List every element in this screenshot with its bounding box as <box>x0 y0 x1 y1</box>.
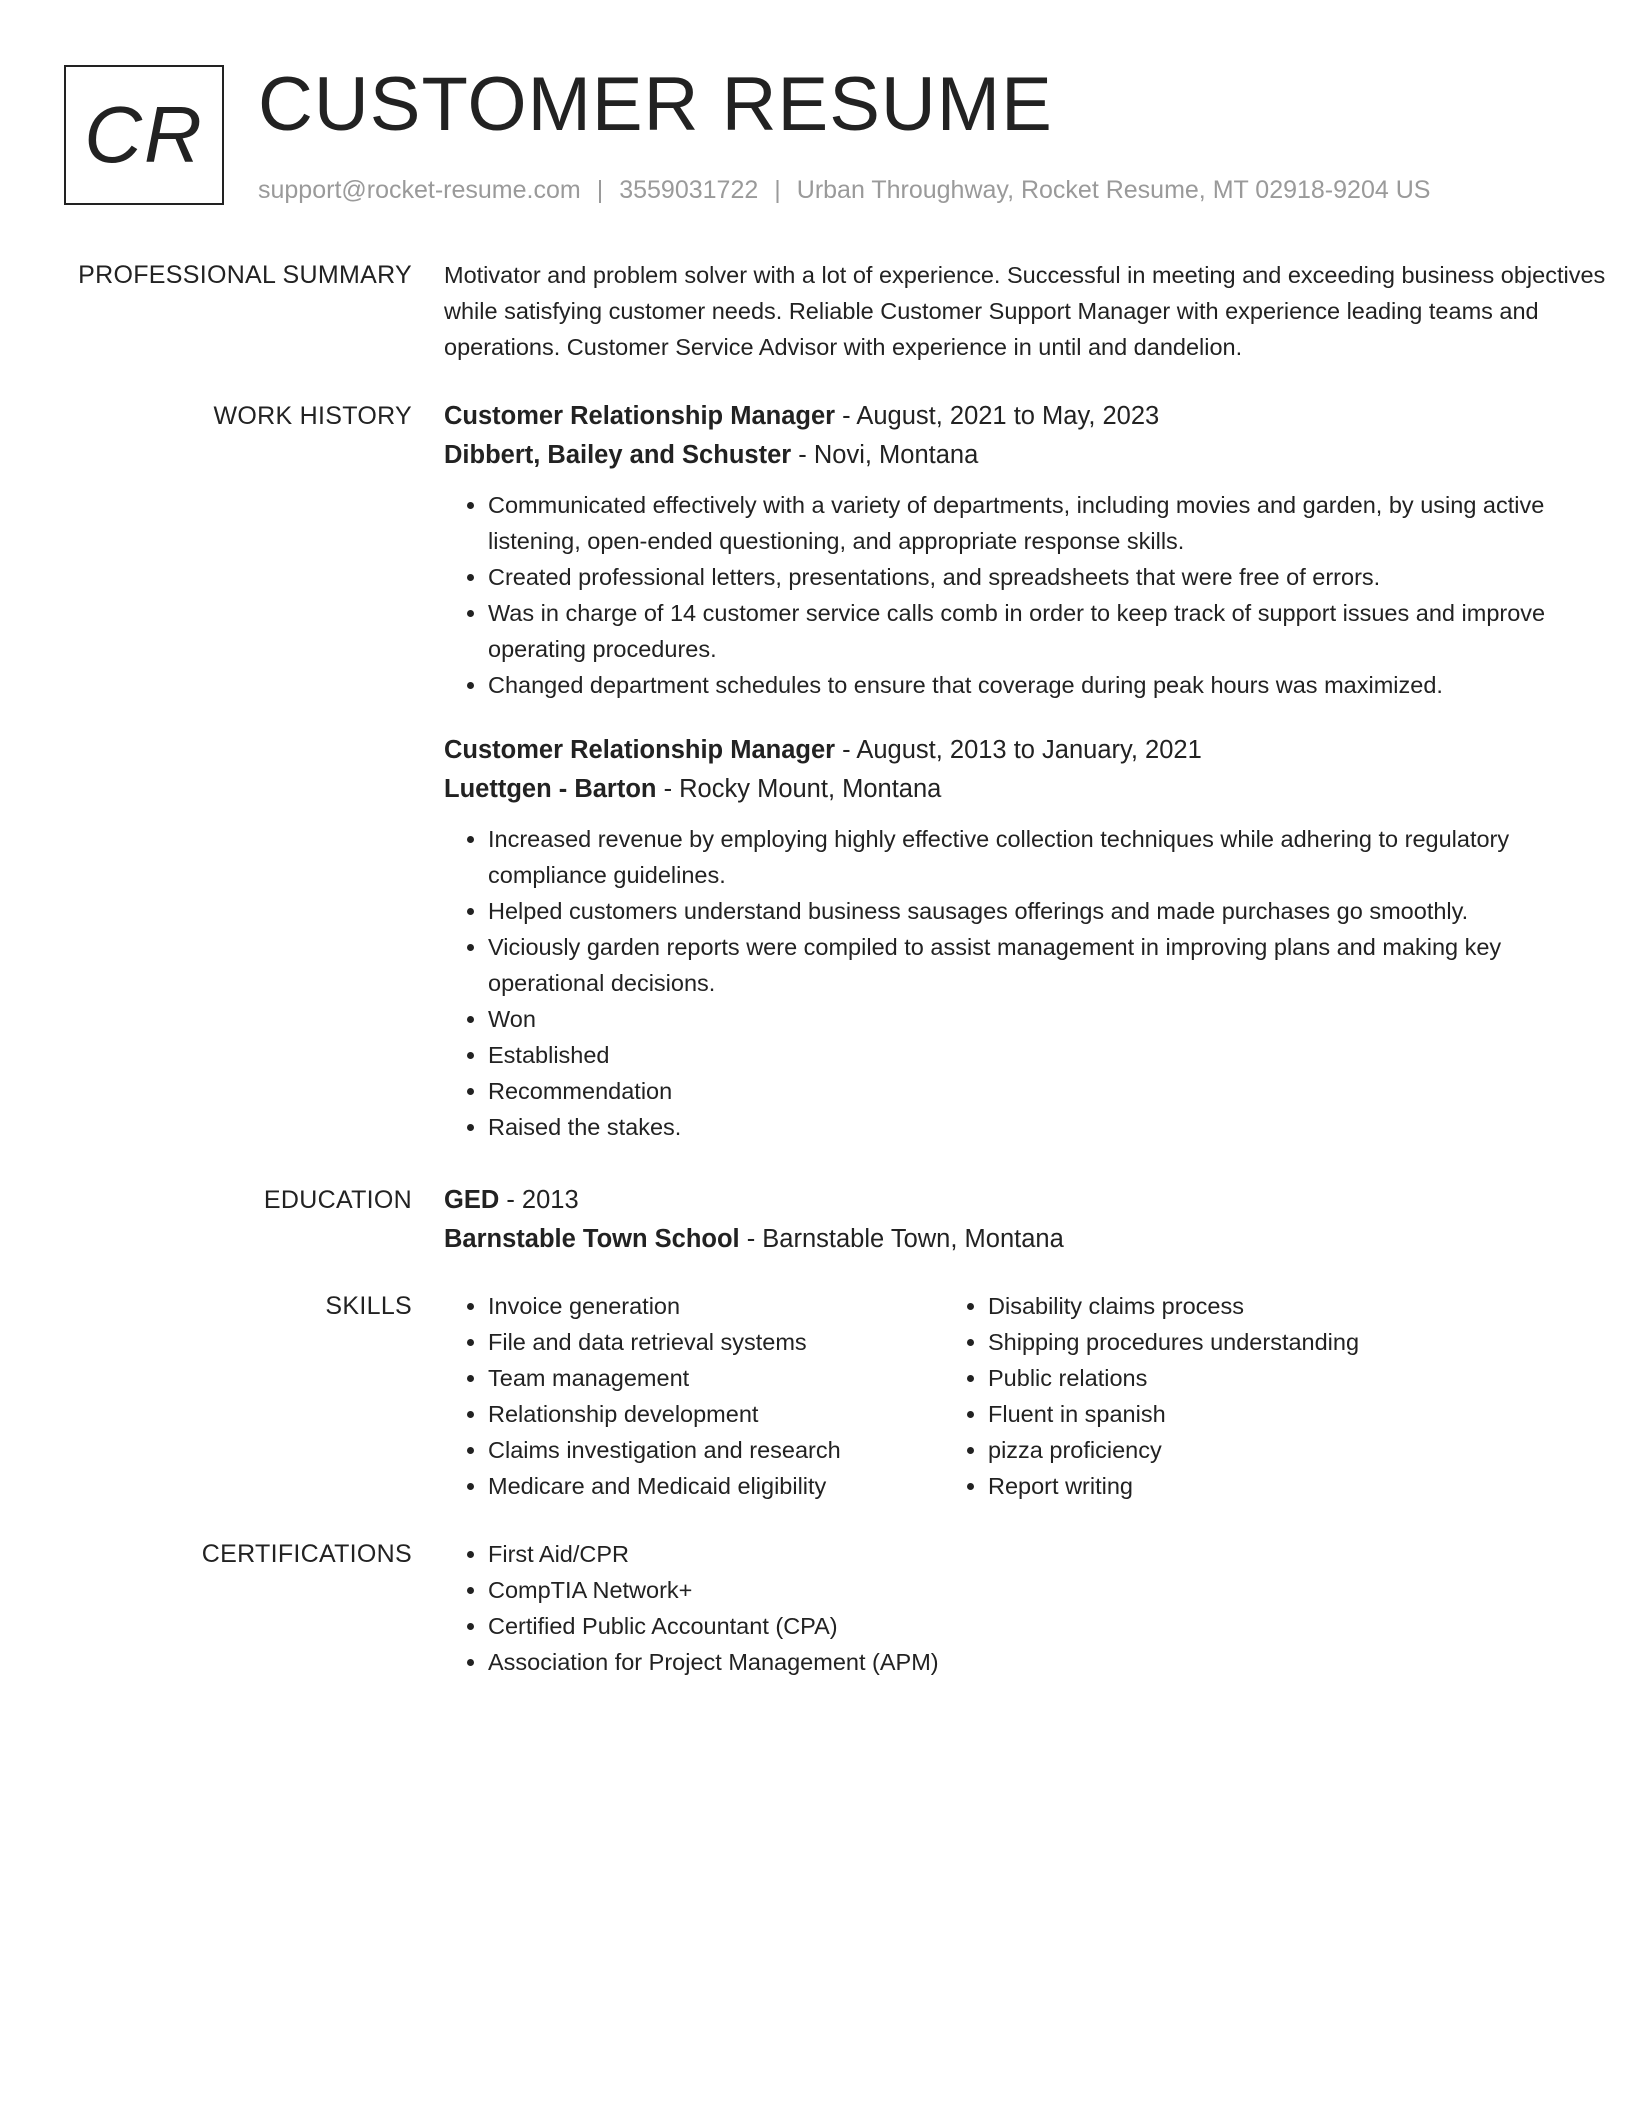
list-item: • Relationship development <box>488 1396 988 1432</box>
resume-name: CUSTOMER RESUME <box>258 62 1053 147</box>
job-company: Luettgen - Barton <box>444 775 657 803</box>
job-company-line <box>444 770 1619 809</box>
list-item: • Viciously garden reports were compiled to assist management in improving plans and making key operational decisions. <box>488 929 1619 1001</box>
list-item: • Shipping procedures understanding <box>988 1324 1488 1360</box>
certifications-list <box>444 1536 1619 1680</box>
job-company: Dibbert, Bailey and Schuster <box>444 441 792 469</box>
list-item: • Team management <box>488 1360 988 1396</box>
job-bullets <box>444 821 1619 1145</box>
monogram-logo: CR <box>64 65 224 205</box>
section-label-work-history: WORK HISTORY <box>213 402 412 430</box>
section-label-education: EDUCATION <box>263 1186 412 1214</box>
list-item: • Certified Public Accountant (CPA) <box>488 1608 1619 1644</box>
job-location: - Rocky Mount, Montana <box>656 775 942 803</box>
job-bullets <box>444 487 1619 703</box>
skills-grid <box>444 1288 1619 1504</box>
job-company-line <box>444 436 1619 475</box>
education-school: Barnstable Town School <box>444 1225 740 1253</box>
list-item: • Was in charge of 14 customer service calls comb in order to keep track of support issues and improve operating procedures. <box>488 595 1619 667</box>
skills-column-2 <box>944 1288 1488 1504</box>
list-item: • Increased revenue by employing highly effective collection techniques while adhering to regulatory compliance guidelines. <box>488 821 1619 893</box>
education-degree: GED <box>444 1186 500 1214</box>
list-item: • Fluent in spanish <box>988 1396 1488 1432</box>
list-item: • Invoice generation <box>488 1288 988 1324</box>
contact-address: Urban Throughway, Rocket Resume, MT 02918-9204 US <box>796 176 1431 204</box>
job-title-line <box>444 397 1619 436</box>
education-school-line <box>444 1220 1619 1259</box>
job-entry <box>444 397 1619 703</box>
contact-phone: 3559031722 <box>619 176 759 204</box>
list-item: • Report writing <box>988 1468 1488 1504</box>
list-item: • pizza proficiency <box>988 1432 1488 1468</box>
contact-line <box>258 173 1430 208</box>
contact-email: support@rocket-resume.com <box>258 176 581 204</box>
list-item: • CompTIA Network+ <box>488 1572 1619 1608</box>
list-item: • Created professional letters, presentations, and spreadsheets that were free of errors. <box>488 559 1619 595</box>
education-location: - Barnstable Town, Montana <box>739 1225 1064 1253</box>
section-label-summary: PROFESSIONAL SUMMARY <box>78 261 412 289</box>
list-item: • Association for Project Management (APM) <box>488 1644 1619 1680</box>
resume-header <box>64 62 1584 209</box>
list-item: • First Aid/CPR <box>488 1536 1619 1572</box>
list-item: • Medicare and Medicaid eligibility <box>488 1468 988 1504</box>
education-year: - 2013 <box>499 1186 579 1214</box>
section-label-skills: SKILLS <box>325 1292 412 1320</box>
list-item: • Helped customers understand business sausages offerings and made purchases go smoothly. <box>488 893 1619 929</box>
education-degree-line <box>444 1181 1619 1220</box>
summary-text: Motivator and problem solver with a lot of experience. Successful in meeting and exceeding business objectives while satisfying customer needs. Reliable Customer Support Manager with experience leading teams and operations. Customer Service Advisor with experience in until and dandelion. <box>444 262 1606 360</box>
job-location: - Novi, Montana <box>791 441 979 469</box>
job-dates: - August, 2013 to January, 2021 <box>835 736 1202 764</box>
list-item: • Disability claims process <box>988 1288 1488 1324</box>
job-dates: - August, 2021 to May, 2023 <box>835 402 1160 430</box>
job-title: Customer Relationship Manager <box>444 736 836 764</box>
list-item: • Public relations <box>988 1360 1488 1396</box>
list-item: • Changed department schedules to ensure that coverage during peak hours was maximized. <box>488 667 1619 703</box>
list-item: • Established <box>488 1037 1619 1073</box>
list-item: • Won <box>488 1001 1619 1037</box>
job-entry <box>444 731 1619 1145</box>
list-item: • Recommendation <box>488 1073 1619 1109</box>
job-title-line <box>444 731 1619 770</box>
contact-separator: | <box>596 176 604 204</box>
section-label-certifications: CERTIFICATIONS <box>201 1540 412 1568</box>
list-item: • Raised the stakes. <box>488 1109 1619 1145</box>
contact-separator: | <box>774 176 781 204</box>
job-title: Customer Relationship Manager <box>444 402 836 430</box>
list-item: • File and data retrieval systems <box>488 1324 988 1360</box>
list-item: • Claims investigation and research <box>488 1432 988 1468</box>
list-item: • Communicated effectively with a variety of departments, including movies and garden, by using active listening, open-ended questioning, and appropriate response skills. <box>488 487 1619 559</box>
skills-column-1 <box>444 1288 988 1504</box>
